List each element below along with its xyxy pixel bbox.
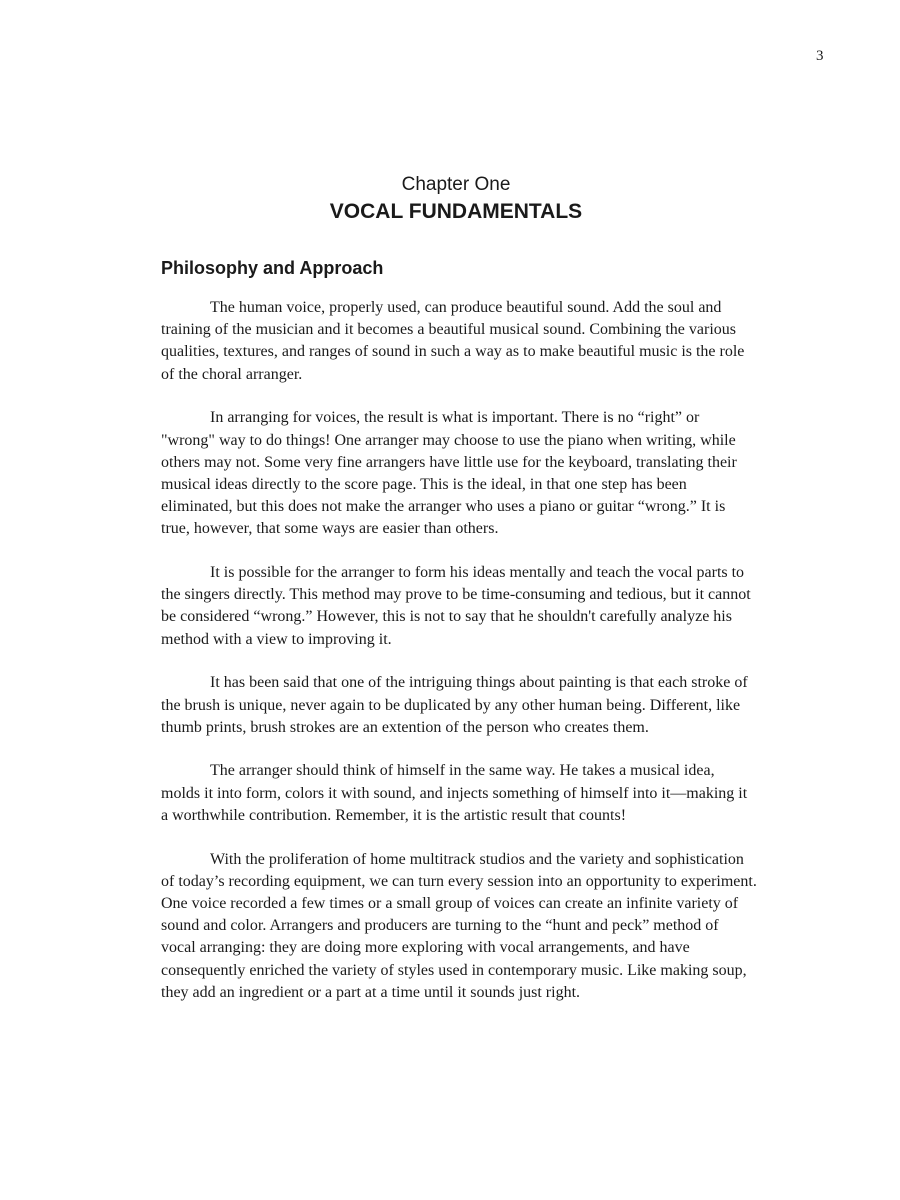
paragraph: In arranging for voices, the result is what is important. There is no “right” or "wrong" way to do things! One arranger may choose to use the piano when writing, while others may not. Some very fine arrangers have little use for the keyboard, translating their musical ideas directly to the score page. This is the ideal, in that one step has been eliminated, but this does not make the arranger who uses a piano or guitar “wrong.” It is true, however, that some ways are easier than others. [161,409,737,538]
chapter-label: Chapter One [401,174,511,195]
paragraph: It has been said that one of the intriguing things about painting is that each stroke of the brush is unique, never again to be duplicated by any other human being. Different, like thumb prints, brush strokes are an extention of the person who creates them. [161,674,748,736]
page-number: 3 [816,48,824,64]
section-heading: Philosophy and Approach [161,258,384,278]
paragraph: The arranger should think of himself in the same way. He takes a musical idea, molds it into form, colors it with sound, and injects something of himself into it—making it a worthwhile contribution. Remember, it is the artistic result that counts! [161,762,748,824]
body-text [161,297,757,1025]
paragraph: The human voice, properly used, can produce beautiful sound. Add the soul and training of the musician and it becomes a beautiful musical sound. Combining the various qualities, textures, and ranges of sound in such a way as to make beautiful music is the role of the choral arranger. [161,299,745,383]
chapter-heading [0,172,900,226]
paragraph: With the proliferation of home multitrack studios and the variety and sophistication of today’s recording equipment, we can turn every session into an opportunity to experiment. One voice recorded a few times or a small group of voices can create an infinite variety of sound and color. Arrangers and producers are turning to the “hunt and peck” method of vocal arranging: they are doing more exploring with vocal arrangements, and have consequently enriched the variety of styles used in contemporary music. Like making soup, they add an ingredient or a part at a time until it sounds just right. [161,850,757,1001]
paragraph: It is possible for the arranger to form his ideas mentally and teach the vocal parts to the singers directly. This method may prove to be time-consuming and tedious, but it cannot be considered “wrong.” However, this is not to say that he shouldn't carefully analyze his method with a view to improving it. [161,564,751,648]
chapter-title: VOCAL FUNDAMENTALS [329,200,583,223]
